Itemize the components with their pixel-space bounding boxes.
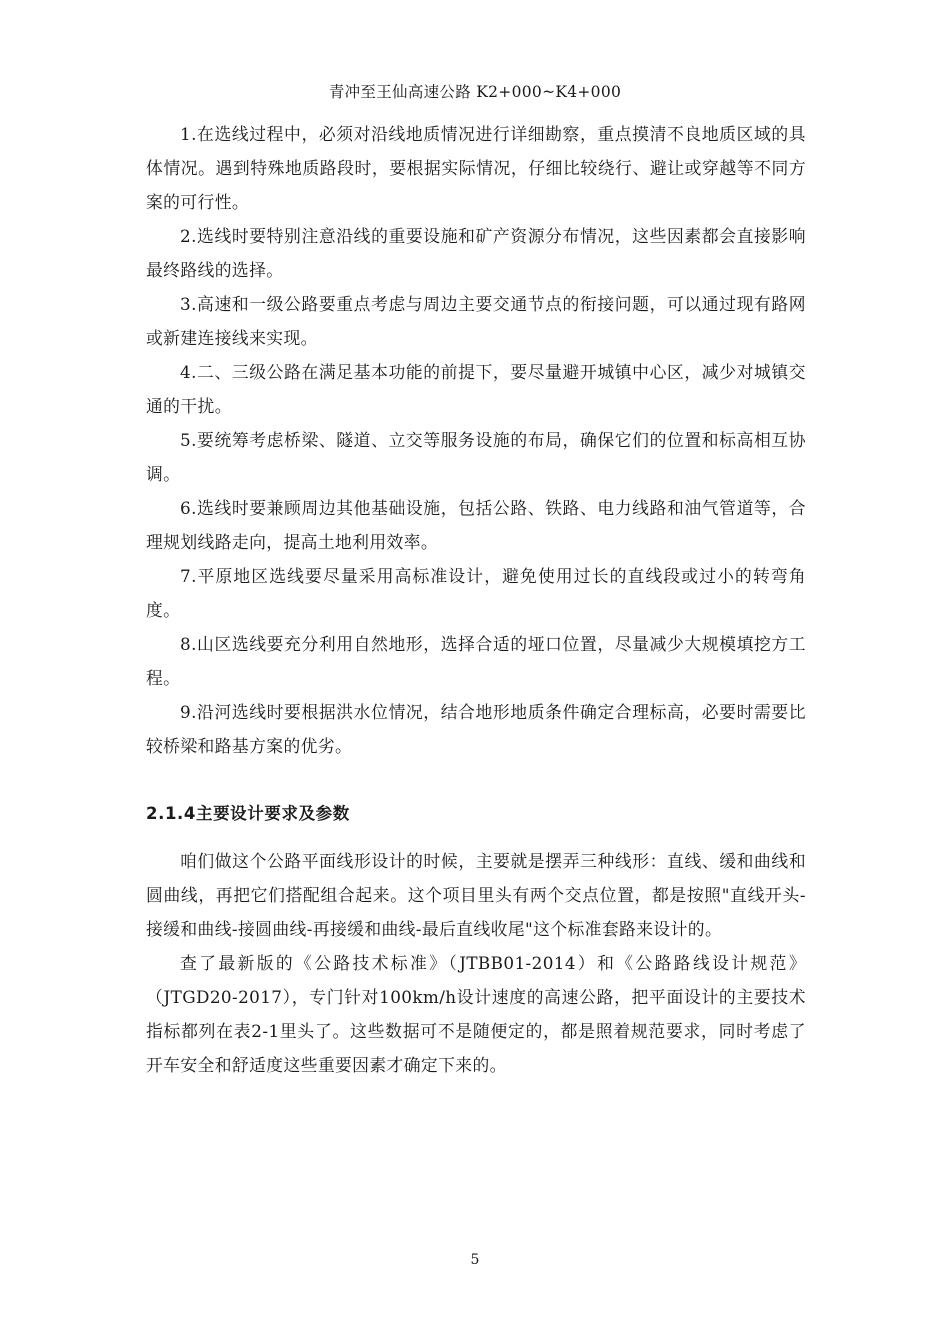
list-item: 4.二、三级公路在满足基本功能的前提下，要尽量避开城镇中心区，减少对城镇交通的干扰。 xyxy=(146,362,806,416)
list-item: 8.山区选线要充分利用自然地形，选择合适的垭口位置，尽量减少大规模填挖方工程。 xyxy=(146,634,806,688)
body-paragraph: 咱们做这个公路平面线形设计的时候，主要就是摆弄三种线形：直线、缓和曲线和圆曲线，再把它们搭配组合起来。这个项目里头有两个交点位置，都是按照"直线开头-接缓和曲线-接圆曲线-再接缓和曲线-最后直线收尾"这个标准套路来设计的。 xyxy=(146,851,806,939)
page-header: 青冲至王仙高速公路 K2+000~K4+000 xyxy=(328,83,622,101)
section-heading: 2.1.4主要设计要求及参数 xyxy=(146,804,350,823)
list-item: 5.要统筹考虑桥梁、隧道、立交等服务设施的布局，确保它们的位置和标高相互协调。 xyxy=(146,430,806,484)
list-item: 6.选线时要兼顾周边其他基础设施，包括公路、铁路、电力线路和油气管道等，合理规划线路走向，提高土地利用效率。 xyxy=(146,498,806,552)
list-item: 3.高速和一级公路要重点考虑与周边主要交通节点的衔接问题，可以通过现有路网或新建连接线来实现。 xyxy=(146,294,806,348)
page-number: 5 xyxy=(470,1252,480,1268)
numbered-list xyxy=(146,117,806,763)
list-item: 9.沿河选线时要根据洪水位情况，结合地形地质条件确定合理标高，必要时需要比较桥梁和路基方案的优劣。 xyxy=(146,702,806,756)
body-paragraphs xyxy=(146,844,806,1082)
list-item: 2.选线时要特别注意沿线的重要设施和矿产资源分布情况，这些因素都会直接影响最终路线的选择。 xyxy=(146,226,806,280)
body-paragraph: 查了最新版的《公路技术标准》（JTBB01-2014）和《公路路线设计规范》（JTGD20-2017），专门针对100km/h设计速度的高速公路，把平面设计的主要技术指标都列在表2-1里头了。这些数据可不是随便定的，都是照着规范要求，同时考虑了开车安全和舒适度这些重要因素才确定下来的。 xyxy=(146,953,806,1075)
list-item: 1.在选线过程中，必须对沿线地质情况进行详细勘察，重点摸清不良地质区域的具体情况。遇到特殊地质路段时，要根据实际情况，仔细比较绕行、避让或穿越等不同方案的可行性。 xyxy=(146,124,806,212)
list-item: 7.平原地区选线要尽量采用高标准设计，避免使用过长的直线段或过小的转弯角度。 xyxy=(146,566,806,620)
